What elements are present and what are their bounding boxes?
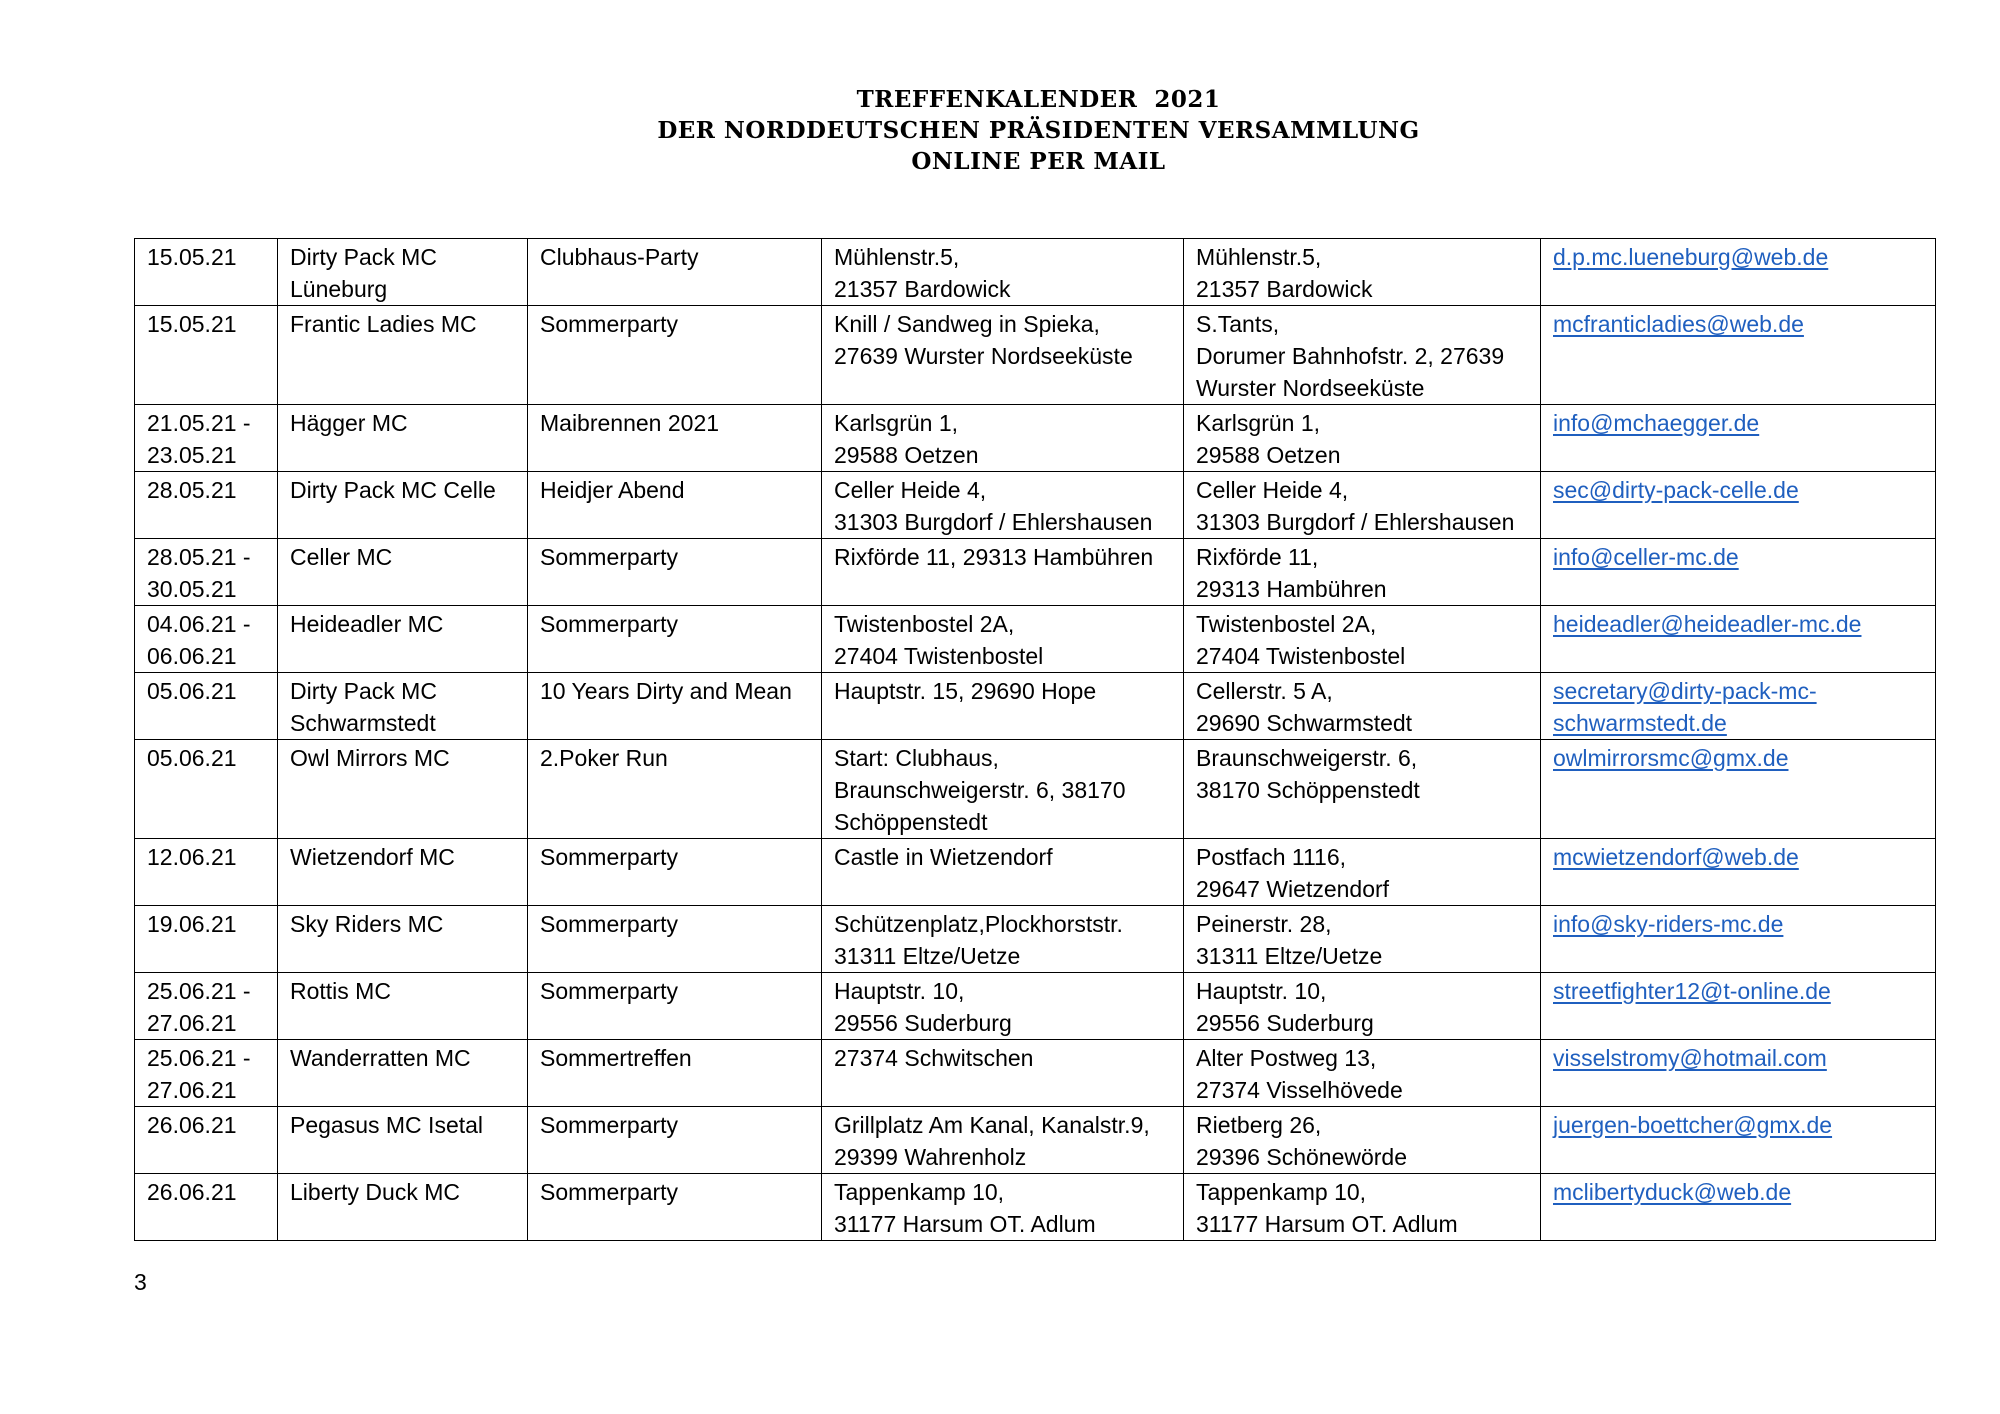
- club-cell: Pegasus MC Isetal: [278, 1107, 528, 1174]
- email-link[interactable]: info@mchaegger.de: [1553, 410, 1760, 436]
- email-link[interactable]: sec@dirty-pack-celle.de: [1553, 477, 1799, 503]
- table-row: [135, 1040, 1936, 1107]
- email-cell: [1541, 472, 1936, 539]
- date-cell: 28.05.21: [135, 472, 278, 539]
- document-heading: [0, 84, 2000, 177]
- date-cell: 26.06.21: [135, 1107, 278, 1174]
- email-cell: [1541, 740, 1936, 839]
- event-cell: Sommerparty: [528, 306, 822, 405]
- email-link[interactable]: mcwietzendorf@web.de: [1553, 844, 1799, 870]
- email-link[interactable]: info@sky-riders-mc.de: [1553, 911, 1784, 937]
- email-link[interactable]: info@celler-mc.de: [1553, 544, 1739, 570]
- email-link[interactable]: streetfighter12@t-online.de: [1553, 978, 1831, 1004]
- address-cell: Peinerstr. 28, 31311 Eltze/Uetze: [1184, 906, 1541, 973]
- club-cell: Wanderratten MC: [278, 1040, 528, 1107]
- table-row: [135, 1174, 1936, 1241]
- club-cell: Heideadler MC: [278, 606, 528, 673]
- event-cell: Sommerparty: [528, 973, 822, 1040]
- club-cell: Sky Riders MC: [278, 906, 528, 973]
- email-cell: [1541, 973, 1936, 1040]
- email-cell: [1541, 606, 1936, 673]
- email-link[interactable]: heideadler@heideadler-mc.de: [1553, 611, 1862, 637]
- table-row: [135, 472, 1936, 539]
- email-cell: [1541, 306, 1936, 405]
- date-cell: 28.05.21 - 30.05.21: [135, 539, 278, 606]
- address-cell: Braunschweigerstr. 6, 38170 Schöppenstedt: [1184, 740, 1541, 839]
- event-cell: 10 Years Dirty and Mean: [528, 673, 822, 740]
- date-cell: 12.06.21: [135, 839, 278, 906]
- email-cell: [1541, 1174, 1936, 1241]
- event-calendar-table: [134, 238, 1936, 1241]
- heading-line-2: DER NORDDEUTSCHEN PRÄSIDENTEN VERSAMMLUNG: [657, 117, 1420, 144]
- email-link[interactable]: visselstromy@hotmail.com: [1553, 1045, 1827, 1071]
- event-cell: Sommerparty: [528, 906, 822, 973]
- event-cell: Sommerparty: [528, 539, 822, 606]
- table-row: [135, 405, 1936, 472]
- location-cell: Twistenbostel 2A, 27404 Twistenbostel: [822, 606, 1184, 673]
- location-cell: Rixförde 11, 29313 Hambühren: [822, 539, 1184, 606]
- email-cell: [1541, 839, 1936, 906]
- table-row: [135, 906, 1936, 973]
- location-cell: Mühlenstr.5, 21357 Bardowick: [822, 239, 1184, 306]
- location-cell: Knill / Sandweg in Spieka, 27639 Wurster Nordseeküste: [822, 306, 1184, 405]
- location-cell: Karlsgrün 1, 29588 Oetzen: [822, 405, 1184, 472]
- email-link[interactable]: mcfranticladies@web.de: [1553, 311, 1804, 337]
- table-row: [135, 839, 1936, 906]
- club-cell: Celler MC: [278, 539, 528, 606]
- table-row: [135, 1107, 1936, 1174]
- email-cell: [1541, 1040, 1936, 1107]
- email-cell: [1541, 906, 1936, 973]
- event-cell: Sommerparty: [528, 839, 822, 906]
- address-cell: Rixförde 11, 29313 Hambühren: [1184, 539, 1541, 606]
- email-cell: [1541, 1107, 1936, 1174]
- club-cell: Liberty Duck MC: [278, 1174, 528, 1241]
- event-cell: Heidjer Abend: [528, 472, 822, 539]
- address-cell: S.Tants, Dorumer Bahnhofstr. 2, 27639 Wurster Nordseeküste: [1184, 306, 1541, 405]
- date-cell: 15.05.21: [135, 306, 278, 405]
- address-cell: Alter Postweg 13, 27374 Visselhövede: [1184, 1040, 1541, 1107]
- club-cell: Dirty Pack MC Celle: [278, 472, 528, 539]
- email-link[interactable]: juergen-boettcher@gmx.de: [1553, 1112, 1833, 1138]
- event-cell: Sommerparty: [528, 1174, 822, 1241]
- event-cell: Sommerparty: [528, 606, 822, 673]
- email-link[interactable]: mclibertyduck@web.de: [1553, 1179, 1792, 1205]
- heading-line-1: TREFFENKALENDER 2021: [856, 86, 1221, 113]
- email-link[interactable]: d.p.mc.lueneburg@web.de: [1553, 244, 1829, 270]
- club-cell: Wietzendorf MC: [278, 839, 528, 906]
- address-cell: Hauptstr. 10, 29556 Suderburg: [1184, 973, 1541, 1040]
- date-cell: 05.06.21: [135, 673, 278, 740]
- address-cell: Twistenbostel 2A, 27404 Twistenbostel: [1184, 606, 1541, 673]
- club-cell: Dirty Pack MC Lüneburg: [278, 239, 528, 306]
- address-cell: Cellerstr. 5 A, 29690 Schwarmstedt: [1184, 673, 1541, 740]
- event-calendar-body: [135, 239, 1936, 1241]
- date-cell: 04.06.21 - 06.06.21: [135, 606, 278, 673]
- date-cell: 19.06.21: [135, 906, 278, 973]
- address-cell: Tappenkamp 10, 31177 Harsum OT. Adlum: [1184, 1174, 1541, 1241]
- location-cell: Start: Clubhaus, Braunschweigerstr. 6, 38170 Schöppenstedt: [822, 740, 1184, 839]
- address-cell: Rietberg 26, 29396 Schönewörde: [1184, 1107, 1541, 1174]
- event-cell: Sommerparty: [528, 1107, 822, 1174]
- table-row: [135, 539, 1936, 606]
- club-cell: Owl Mirrors MC: [278, 740, 528, 839]
- location-cell: Grillplatz Am Kanal, Kanalstr.9, 29399 Wahrenholz: [822, 1107, 1184, 1174]
- table-row: [135, 606, 1936, 673]
- address-cell: Mühlenstr.5, 21357 Bardowick: [1184, 239, 1541, 306]
- date-cell: 05.06.21: [135, 740, 278, 839]
- email-link[interactable]: owlmirrorsmc@gmx.de: [1553, 745, 1789, 771]
- location-cell: Schützenplatz,Plockhorststr. 31311 Eltze/Uetze: [822, 906, 1184, 973]
- date-cell: 25.06.21 - 27.06.21: [135, 973, 278, 1040]
- club-cell: Rottis MC: [278, 973, 528, 1040]
- table-row: [135, 740, 1936, 839]
- location-cell: 27374 Schwitschen: [822, 1040, 1184, 1107]
- heading-line-3: ONLINE PER MAIL: [911, 148, 1166, 175]
- location-cell: Hauptstr. 10, 29556 Suderburg: [822, 973, 1184, 1040]
- date-cell: 25.06.21 - 27.06.21: [135, 1040, 278, 1107]
- date-cell: 26.06.21: [135, 1174, 278, 1241]
- address-cell: Karlsgrün 1, 29588 Oetzen: [1184, 405, 1541, 472]
- event-cell: Sommertreffen: [528, 1040, 822, 1107]
- table-row: [135, 239, 1936, 306]
- location-cell: Hauptstr. 15, 29690 Hope: [822, 673, 1184, 740]
- date-cell: 21.05.21 - 23.05.21: [135, 405, 278, 472]
- location-cell: Tappenkamp 10, 31177 Harsum OT. Adlum: [822, 1174, 1184, 1241]
- address-cell: Postfach 1116, 29647 Wietzendorf: [1184, 839, 1541, 906]
- event-cell: 2.Poker Run: [528, 740, 822, 839]
- event-cell: Maibrennen 2021: [528, 405, 822, 472]
- club-cell: Frantic Ladies MC: [278, 306, 528, 405]
- email-cell: [1541, 239, 1936, 306]
- event-cell: Clubhaus-Party: [528, 239, 822, 306]
- page-number: 3: [134, 1269, 147, 1295]
- email-link[interactable]: secretary@dirty-pack-mc- schwarmstedt.de: [1553, 678, 1817, 736]
- email-cell: [1541, 673, 1936, 740]
- table-row: [135, 673, 1936, 740]
- table-row: [135, 973, 1936, 1040]
- location-cell: Castle in Wietzendorf: [822, 839, 1184, 906]
- address-cell: Celler Heide 4, 31303 Burgdorf / Ehlershausen: [1184, 472, 1541, 539]
- email-cell: [1541, 405, 1936, 472]
- club-cell: Hägger MC: [278, 405, 528, 472]
- date-cell: 15.05.21: [135, 239, 278, 306]
- club-cell: Dirty Pack MC Schwarmstedt: [278, 673, 528, 740]
- location-cell: Celler Heide 4, 31303 Burgdorf / Ehlershausen: [822, 472, 1184, 539]
- table-row: [135, 306, 1936, 405]
- email-cell: [1541, 539, 1936, 606]
